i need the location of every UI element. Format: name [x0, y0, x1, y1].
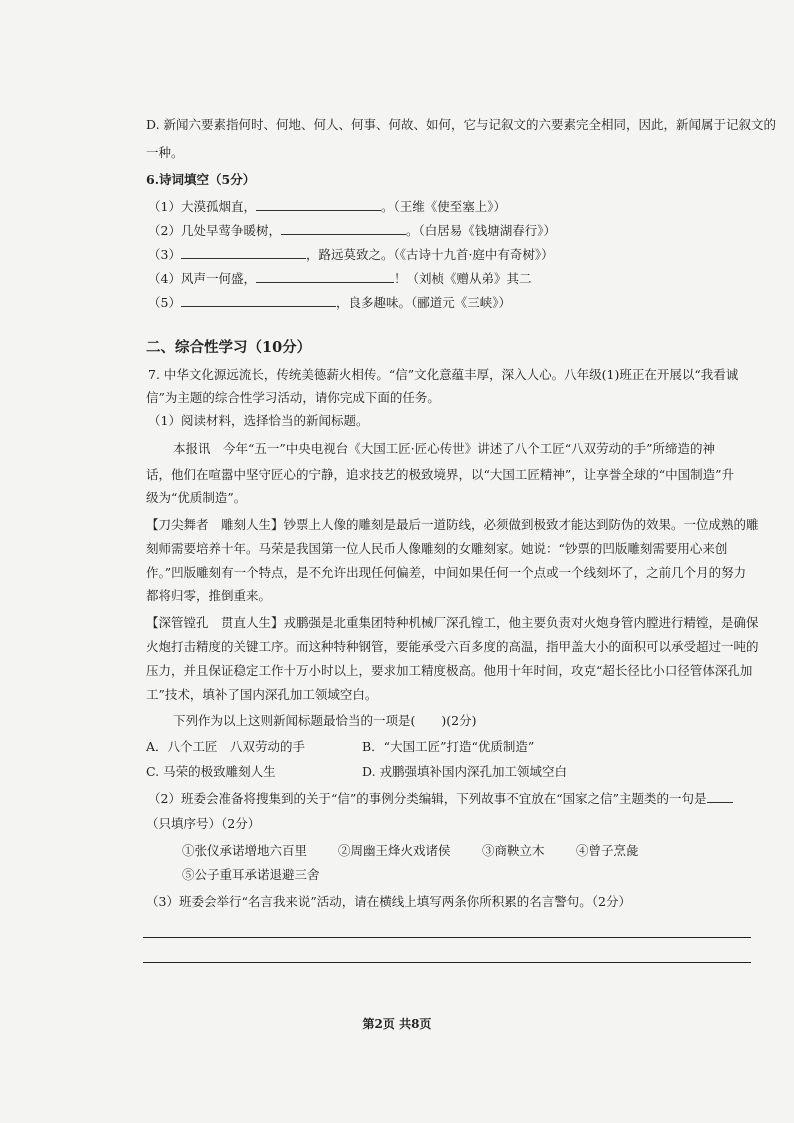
q6-item-5: [148, 294, 511, 312]
news-p2-line1: 【刀尖舞者 雕刻人生】钞票上人像的雕刻是最后一道防线，必须做到极致才能达到防伪的效果。一位成熟的雕: [146, 517, 759, 532]
q7-1-option-c: C. 马荣的极致雕刻人生: [146, 764, 276, 779]
q7-2-item-3: ③商鞅立木: [482, 843, 545, 858]
news-p2-line4: 都将归零，推倒重来。: [146, 588, 272, 603]
answer-blank[interactable]: [256, 270, 394, 283]
news-p1-line3: 级为“优质制造”。: [146, 490, 247, 505]
q6-item-4: [148, 270, 531, 288]
q6-item-4-pre: （4）风声一何盛，: [148, 271, 256, 286]
option-d-line2: 一种。: [146, 145, 184, 160]
news-p3-line4: 工”技术，填补了国内深孔加工领域空白。: [146, 687, 378, 702]
q7-1-option-d: D. 戎鹏强填补国内深孔加工领域空白: [362, 764, 568, 779]
option-d-line1: D. 新闻六要素指何时、何地、何人、何事、何故、如何，它与记叙文的六要素完全相同，因此，新闻属于记叙文的: [146, 117, 777, 132]
answer-blank[interactable]: [181, 246, 306, 259]
q7-1-question-end: )(2分): [441, 713, 477, 728]
q7-2-line2: （只填序号）（2分）: [146, 816, 261, 831]
q6-item-5-post: ，良多趣味。（郦道元《三峡》）: [335, 295, 511, 310]
answer-blank[interactable]: [281, 222, 406, 235]
q7-1-question-text: 下列作为以上这则新闻标题最恰当的一项是(: [173, 713, 416, 728]
q7-intro-line2: 信”为主题的综合性学习活动，请你完成下面的任务。: [146, 390, 440, 405]
q6-title: 6.诗词填空（5分）: [146, 172, 256, 187]
q7-1-option-b: B．“大国工匠”打造“优质制造”: [362, 739, 535, 754]
q7-2-item-4: ④曾子烹彘: [576, 843, 639, 858]
news-p3-line3: 压力，并且保证稳定工作十万小时以上，要求加工精度极高。他用十年时间，攻克“超长径比小口径管体深孔加: [146, 663, 753, 678]
q6-item-2: [148, 222, 556, 240]
q7-3-prompt: （3）班委会举行“名言我来说”活动，请在横线上填写两条你所积累的名言警句。（2分）: [146, 894, 631, 909]
q7-1-prompt: （1）阅读材料，选择恰当的新闻标题。: [148, 413, 369, 428]
q6-item-1: [148, 198, 506, 216]
q6-item-3-post: ，路远莫致之。（《古诗十九首·庭中有奇树》）: [305, 247, 554, 262]
answer-line-2[interactable]: [143, 962, 751, 963]
q6-item-2-post: 。（白居易《钱塘湖春行》）: [405, 223, 556, 238]
page-footer: 第2页 共8页: [362, 1017, 432, 1031]
news-p2-line3: 作。”凹版雕刻有一个特点，是不允许出现任何偏差，中间如果任何一个点或一个线刻坏了，之前几个月的努力: [146, 565, 747, 580]
q6-item-4-post: ！（刘桢《赠从弟》其二: [393, 271, 532, 286]
section-2-title: 二、综合性学习（10分）: [146, 339, 312, 356]
news-p2-line2: 刻师需要培养十年。马荣是我国第一位人民币人像雕刻的女雕刻家。她说：“钞票的凹版雕刻需要用心来创: [146, 541, 728, 556]
news-p1-line2: 话，他们在喧嚣中坚守匠心的宁静，追求技艺的极致境界，以“大国工匠精神”，让享誉全球的“中国制造”升: [146, 467, 735, 482]
news-p3-line1: 【深管镗孔 贯直人生】戎鹏强是北重集团特种机械厂深孔镗工，他主要负责对火炮身管内膛进行精镗，是确保: [146, 615, 759, 630]
q6-item-1-post: 。（王维《使至塞上》）: [380, 199, 506, 214]
q7-2-item-2: ②周幽王烽火戏诸侯: [338, 843, 451, 858]
answer-blank[interactable]: [181, 294, 336, 307]
q6-item-3-pre: （3）: [148, 247, 181, 262]
q7-2-text: （2）班委会准备将搜集到的关于“信”的事例分类编辑，下列故事不宜放在“国家之信”主题类的一句是: [148, 791, 707, 806]
news-p3-line2: 火炮打击精度的关键工序。而这种特种钢管，要能承受六百多度的高温，指甲盖大小的面积可以承受超过一吨的: [146, 639, 759, 654]
q7-2-line1: [148, 790, 733, 808]
news-p1-line1: 本报讯 今年“五一”中央电视台《大国工匠·匠心传世》讲述了八个工匠“八双劳动的手”所缔造的神: [173, 441, 716, 456]
q7-1-question: [173, 712, 476, 730]
q7-1-option-a: A．八个工匠 八双劳动的手: [146, 739, 306, 754]
q7-intro-line1: 7. 中华文化源远流长，传统美德薪火相传。“信”文化意蕴丰厚，深入人心。八年级(1)班正在开展以“我看诚: [148, 367, 739, 382]
answer-blank[interactable]: [707, 790, 733, 803]
q7-2-item-5: ⑤公子重耳承诺退避三舍: [182, 867, 320, 882]
q6-item-2-pre: （2）几处早莺争暖树，: [148, 223, 281, 238]
q6-item-5-pre: （5）: [148, 295, 181, 310]
q6-item-3: [148, 246, 554, 264]
answer-line-1[interactable]: [143, 937, 751, 938]
q6-item-1-pre: （1）大漠孤烟直，: [148, 199, 256, 214]
q7-2-item-1: ①张仪承诺增地六百里: [182, 843, 308, 858]
answer-blank[interactable]: [256, 198, 381, 211]
